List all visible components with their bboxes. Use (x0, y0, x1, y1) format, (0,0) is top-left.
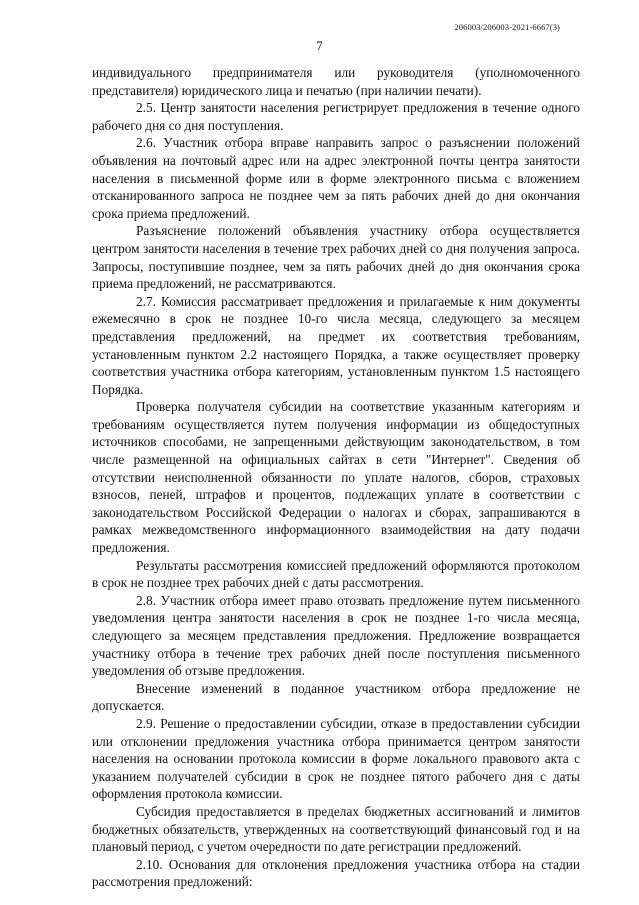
paragraph: Разъяснение положений объявления участнику отбора осуществляется центром занятости населения в течение трех рабочих дней со дня получения запроса. Запросы, поступившие позднее, чем за пять рабочих дней до дня окончания срока приема предложений, не рассматриваются. (92, 223, 580, 292)
paragraph: 2.10. Основания для отклонения предложения участника отбора на стадии рассмотрения предложений: (92, 856, 580, 890)
document-id: 206003/206003-2021-6667(3) (454, 22, 560, 32)
paragraph: Внесение изменений в поданное участником отбора предложение не допускается. (92, 680, 580, 714)
paragraph: 2.7. Комиссия рассматривает предложения и прилагаемые к ним документы ежемесячно в срок не позднее 10-го числа месяца, следующего за месяцем представления предложений, на предмет их соответствия требованиям, установленным пунктом 2.2 настоящего Порядка, а также осуществляет проверку соответствия участника отбора категориям, установленным пунктом 1.5 настоящего Порядка. (92, 293, 580, 397)
page-number: 7 (316, 38, 323, 53)
paragraph: индивидуального предпринимателя или руководителя (уполномоченного представителя) юридического лица и печатью (при наличии печати). (92, 65, 580, 98)
document-body (92, 64, 580, 891)
paragraph: Субсидия предоставляется в пределах бюджетных ассигнований и лимитов бюджетных обязательств, утвержденных на соответствующий финансовый год и на плановый период, с учетом очередности по дате регистрации предложений. (92, 803, 580, 855)
paragraph: 2.8. Участник отбора имеет право отозвать предложение путем письменного уведомления центра занятости населения в срок не позднее 1-го числа месяца, следующего за месяцем представления предложения. Предложение возвращается участнику отбора в течение трех рабочих дней после поступления письменного уведомления об отзыве предложения. (92, 592, 580, 679)
paragraph: Результаты рассмотрения комиссией предложений оформляются протоколом в срок не позднее трех рабочих дней с даты рассмотрения. (92, 557, 580, 591)
paragraph: Проверка получателя субсидии на соответствие указанным категориям и требованиям осуществляется путем получения информации из общедоступных источников способами, не запрещенными действующим законодательством, в том числе размещенной на официальных сайтах в сети "Интернет". Сведения об отсутствии неисполненной обязанности по уплате налогов, сборов, страховых взносов, пеней, штрафов и процентов, подлежащих уплате в соответствии с законодательством Российской Федерации о налогах и сборах, запрашиваются в рамках межведомственного информационного взаимодействия на дату подачи предложения. (92, 399, 580, 556)
paragraph: 2.9. Решение о предоставлении субсидии, отказе в предоставлении субсидии или отклонении предложения участника отбора принимается центром занятости населения на основании протокола комиссии в форме локального правового акта с указанием получателей субсидии в срок не позднее пятого рабочего дня с даты оформления протокола комиссии. (92, 715, 580, 802)
paragraph: 2.6. Участник отбора вправе направить запрос о разъяснении положений объявления на почтовый адрес или на адрес электронной почты центра занятости населения в письменной форме или в форме электронного письма с вложением отсканированного запроса не позднее чем за пять рабочих дней до дня окончания срока приема предложений. (92, 135, 580, 221)
paragraph: 2.5. Центр занятости населения регистрирует предложения в течение одного рабочего дня со дня поступления. (92, 100, 580, 133)
